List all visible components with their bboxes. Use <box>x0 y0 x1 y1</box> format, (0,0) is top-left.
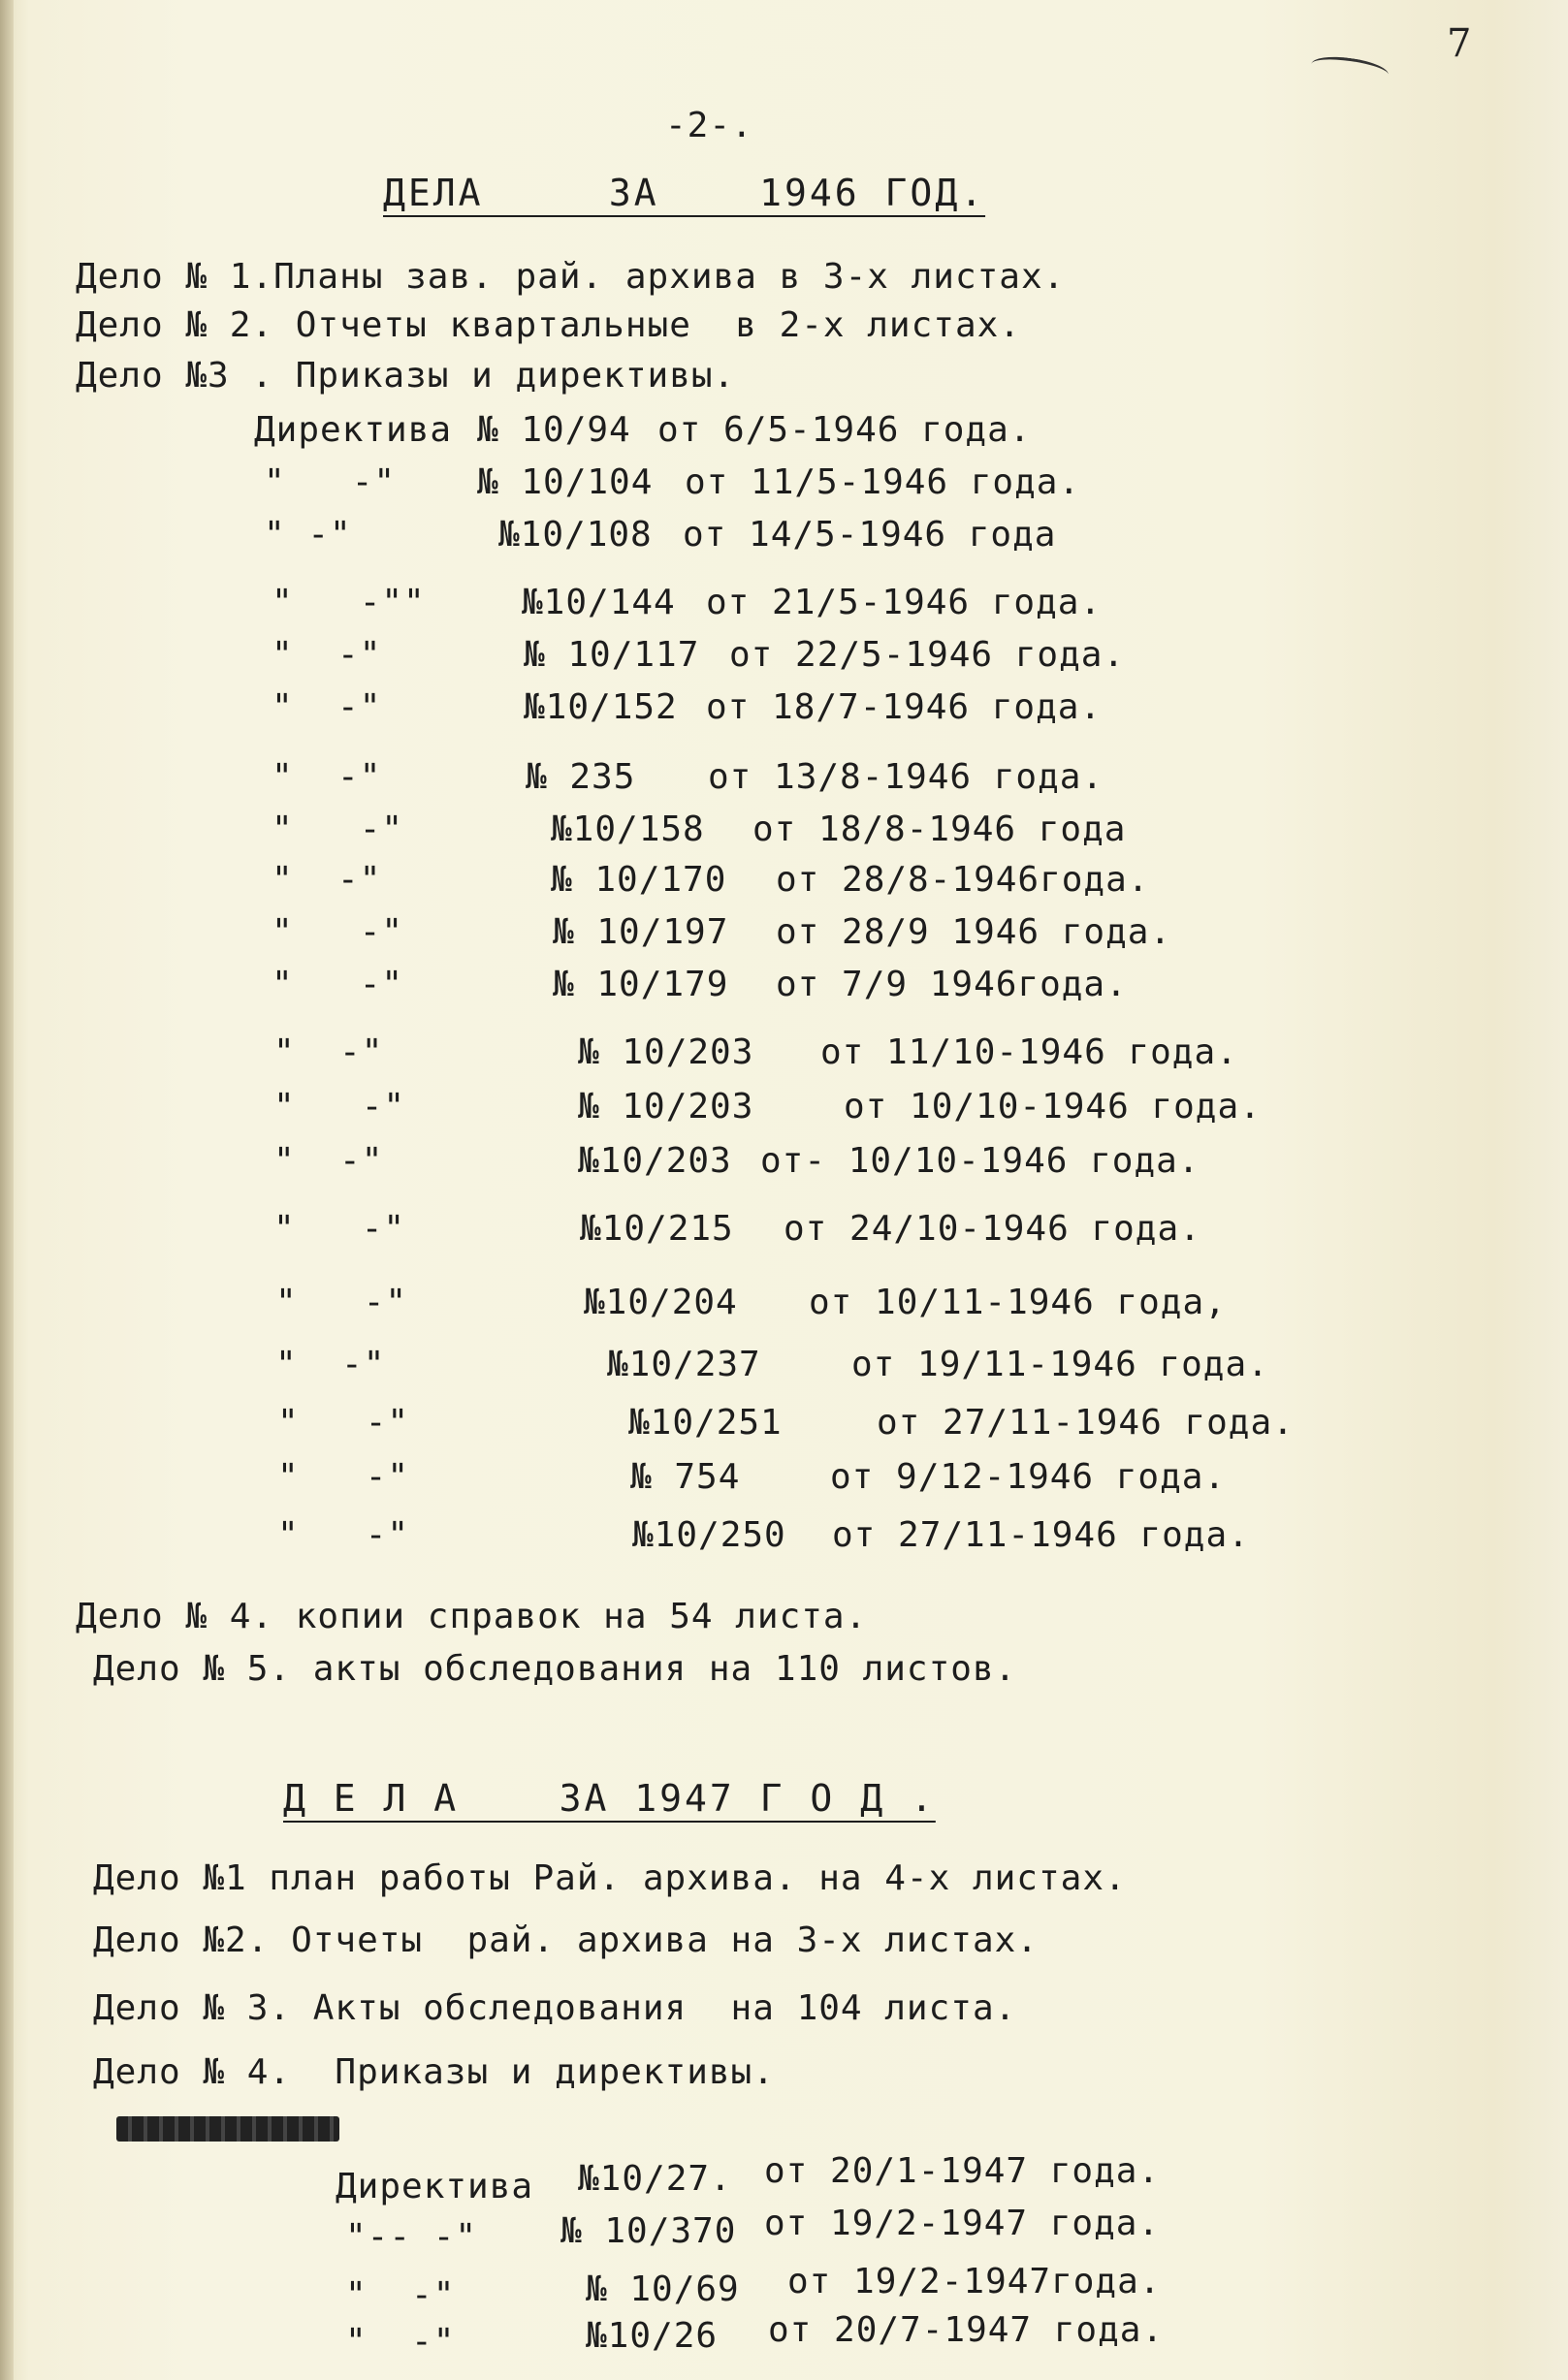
struck-out-word <box>116 2116 339 2142</box>
directive-ditto: " -" <box>264 515 352 555</box>
directive-number: №10/144 <box>522 583 676 622</box>
directive-date: от 20/1-1947 года. <box>764 2151 1161 2191</box>
directive-number: №10/27. <box>578 2159 732 2199</box>
directive-date: от 10/10-1946 года. <box>844 1087 1262 1127</box>
heading-1947: Д Е Л А ЗА 1947 Г О Д . <box>283 1777 936 1820</box>
case-1947-2: Дело №2. Отчеты рай. архива на 3-х листах. <box>93 1920 1039 1960</box>
directive-number: №10/237 <box>607 1345 761 1384</box>
directive-date: от 19/2-1947года. <box>787 2262 1162 2301</box>
directive-date: от 28/9 1946 года. <box>776 912 1172 952</box>
directive-number: №10/108 <box>498 515 653 555</box>
case-1947-4: Дело № 4. Приказы и директивы. <box>93 2052 775 2092</box>
directive-number: № 10/104 <box>477 462 654 502</box>
directive-date: от 6/5-1946 года. <box>657 410 1032 450</box>
directive-number: № 10/203 <box>578 1032 754 1072</box>
directive-date: от 24/10-1946 года. <box>784 1209 1201 1249</box>
directive-ditto: " -" <box>277 1403 410 1443</box>
directive-number: № 10/170 <box>551 860 727 900</box>
directive-ditto: " -" <box>275 1283 408 1322</box>
directive-ditto: "-- -" <box>345 2217 478 2257</box>
pen-mark <box>1310 53 1390 86</box>
directive-ditto: " -" <box>272 635 382 675</box>
directive-ditto: " -" <box>273 1032 384 1072</box>
directive-date: от 21/5-1946 года. <box>706 583 1103 622</box>
directive-date: от 19/2-1947 года. <box>764 2204 1161 2243</box>
directive-ditto: " -" <box>273 1209 406 1249</box>
directive-date: от 28/8-1946года. <box>776 860 1150 900</box>
directive-number: №10/203 <box>578 1141 732 1181</box>
directive-date: от 13/8-1946 года. <box>708 757 1104 797</box>
case-1946-4: Дело № 4. копии справок на 54 листа. <box>76 1597 868 1636</box>
directive-date: от 22/5-1946 года. <box>729 635 1126 675</box>
directive-number: № 10/203 <box>578 1087 754 1127</box>
directive-number: № 235 <box>526 757 636 797</box>
directive-ditto: Директива <box>336 2167 534 2206</box>
directive-date: от 10/11-1946 года, <box>809 1283 1227 1322</box>
directive-number: №10/26 <box>586 2316 719 2356</box>
directive-number: №10/250 <box>632 1515 786 1555</box>
case-1946-1: Дело № 1.Планы зав. рай. архива в 3-х листах. <box>76 257 1066 297</box>
directive-date: от 27/11-1946 года. <box>877 1403 1295 1443</box>
directive-number: №10/215 <box>580 1209 734 1249</box>
case-1947-3: Дело № 3. Акты обследования на 104 листа. <box>93 1988 1017 2028</box>
directive-date: от 11/5-1946 года. <box>685 462 1081 502</box>
directive-date: от 9/12-1946 года. <box>830 1457 1227 1497</box>
directive-number: № 10/117 <box>524 635 700 675</box>
page-binding-edge <box>0 0 14 2380</box>
directive-number: № 10/179 <box>553 965 729 1004</box>
directive-ditto: " -" <box>264 462 397 502</box>
directive-ditto: " -" <box>272 809 404 849</box>
directive-ditto: " -" <box>277 1457 410 1497</box>
directive-ditto: " -" <box>272 965 404 1004</box>
directive-ditto: " -" <box>273 1087 406 1127</box>
directive-ditto: Директива <box>254 410 453 450</box>
directive-number: № 754 <box>630 1457 741 1497</box>
directive-date: от 11/10-1946 года. <box>820 1032 1238 1072</box>
directive-number: №10/152 <box>524 687 678 727</box>
case-1946-2: Дело № 2. Отчеты квартальные в 2-х листах. <box>76 305 1021 345</box>
case-1947-1: Дело №1 план работы Рай. архива. на 4-х листах. <box>93 1858 1127 1898</box>
directive-ditto: " -" <box>275 1345 386 1384</box>
directive-ditto: " -"" <box>272 583 426 622</box>
directive-date: от 14/5-1946 года <box>683 515 1057 555</box>
directive-ditto: " -" <box>272 757 382 797</box>
directive-number: № 10/197 <box>553 912 729 952</box>
directive-ditto: " -" <box>345 2275 456 2315</box>
directive-date: от 20/7-1947 года. <box>768 2310 1165 2350</box>
directive-date: от- 10/10-1946 года. <box>760 1141 1200 1181</box>
directive-date: от 7/9 1946года. <box>776 965 1128 1004</box>
heading-1946: ДЕЛА ЗА 1946 ГОД. <box>383 172 986 214</box>
directive-ditto: " -" <box>277 1515 410 1555</box>
folio-number: 7 <box>1447 21 1472 66</box>
directive-ditto: " -" <box>272 912 404 952</box>
struck-out-text <box>118 2112 264 2138</box>
directive-date: от 27/11-1946 года. <box>832 1515 1250 1555</box>
directive-number: №10/204 <box>584 1283 738 1322</box>
case-1946-3: Дело №3 . Приказы и директивы. <box>76 356 736 396</box>
directive-ditto: " -" <box>345 2322 456 2362</box>
directive-number: №10/158 <box>551 809 705 849</box>
case-1946-5: Дело № 5. акты обследования на 110 листов. <box>93 1649 1017 1689</box>
directive-date: от 18/7-1946 года. <box>706 687 1103 727</box>
directive-number: № 10/69 <box>586 2269 740 2309</box>
page-number: -2-. <box>665 106 753 145</box>
directive-ditto: " -" <box>272 860 382 900</box>
directive-ditto: " -" <box>273 1141 384 1181</box>
directive-date: от 18/8-1946 года <box>752 809 1127 849</box>
directive-ditto: " -" <box>272 687 382 727</box>
directive-number: №10/251 <box>628 1403 783 1443</box>
directive-number: № 10/94 <box>477 410 631 450</box>
directive-number: № 10/370 <box>560 2211 737 2251</box>
directive-date: от 19/11-1946 года. <box>851 1345 1269 1384</box>
